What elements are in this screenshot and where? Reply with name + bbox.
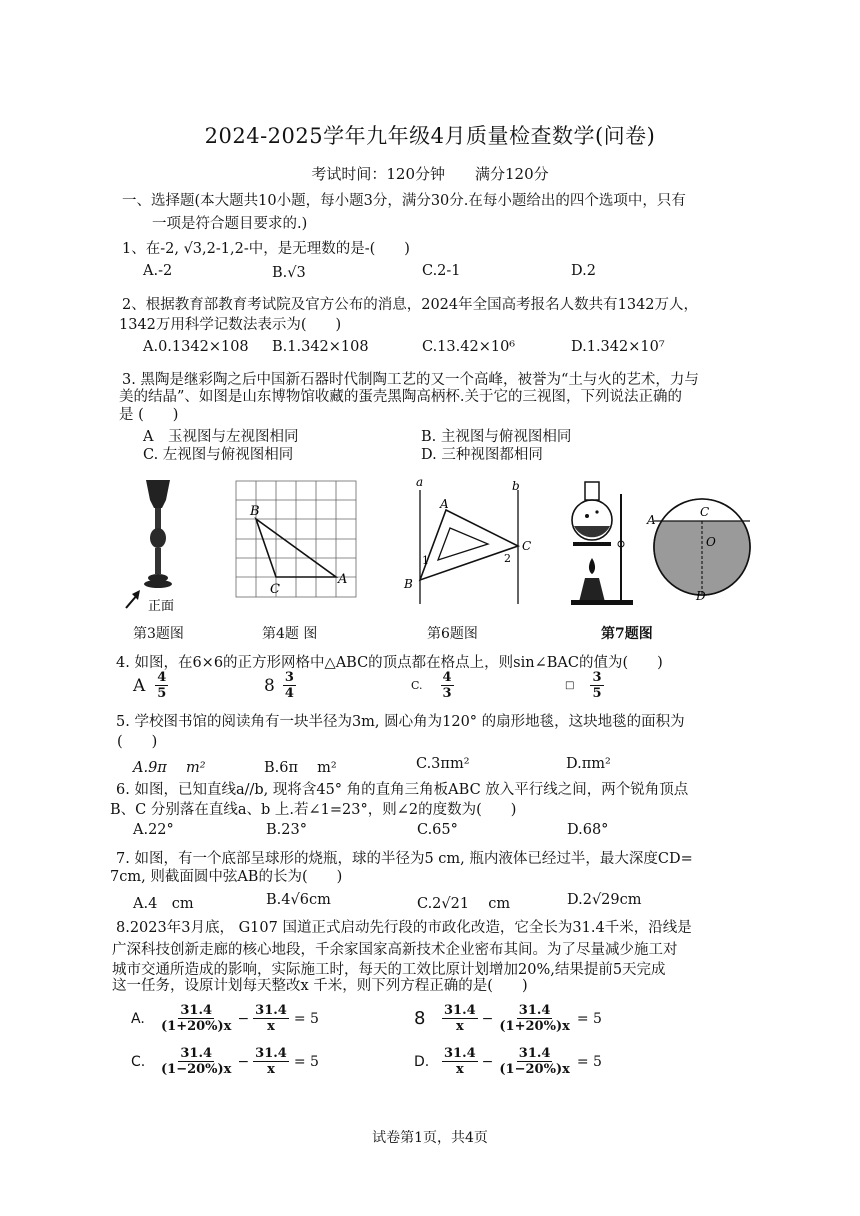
q1-option-d: D.2 [571, 263, 596, 279]
section-heading: 一、选择题(本大题共10小题，每小题3分，满分30分.在每小题给出的四个选项中，只有 [122, 193, 686, 209]
q6-stem-cont: B、C 分别落在直线a、b 上.若∠1=23°，则∠2的度数为( ) [110, 802, 517, 818]
fig4-caption: 第4题 图 [262, 626, 318, 642]
q6-option-b: B.23° [266, 822, 307, 838]
fig3-front-label: 正面 [148, 599, 175, 614]
q2-option-c: C.13.42×10⁶ [422, 339, 516, 355]
q2-option-b: B.1.342×108 [272, 339, 369, 355]
q8-option-b: 8 $\frac{31.4}{x}$ − $\frac{31.4}{(1+20\%)x}$ = 5 [414, 1003, 602, 1034]
fig6-point-a: A [440, 497, 449, 511]
q5-option-d: D.πm² [566, 756, 611, 772]
q8-option-c: C. $\frac{31.4}{(1-20\%)x}$ − $\frac{31.4}{x}$ = 5 [131, 1046, 319, 1077]
page-footer: 试卷第1页，共4页 [372, 1130, 488, 1146]
fig4-point-c: C [270, 582, 280, 597]
q8-option-d: D. $\frac{31.4}{x}$ − $\frac{31.4}{(1-20\%)x}$ = 5 [414, 1046, 602, 1077]
q6-option-c: C.65° [417, 822, 458, 838]
q3-stem-cont: 美的结晶”、如图是山东博物馆收藏的蛋壳黑陶高柄杯.关于它的三视图，下列说法正确的 [119, 389, 683, 405]
q7-option-d: D.2√29cm [567, 892, 642, 908]
fig6-line-b: b [512, 479, 520, 493]
q1-stem: 1、在-2, √3,2-1,2-中，是无理数的是-( ) [122, 241, 410, 257]
fig3-caption: 第3题图 [133, 626, 184, 642]
q8-stem-3: 城市交通所造成的影响，实际施工时，每天的工效比原计划增加20%,结果提前5天完成 [112, 962, 666, 978]
exam-info: 考试时间：120分钟 满分120分 [311, 165, 549, 183]
fig6-parallel-lines [400, 476, 540, 606]
fig6-angle-2: 2 [504, 552, 511, 565]
q2-option-a: A.0.1342×108 [143, 339, 249, 355]
q5-stem-cont: ( ) [117, 734, 158, 750]
fig4-point-a: A [338, 572, 348, 587]
q2-stem: 2、根据教育部教育考试院及官方公布的消息，2024年全国高考报名人数共有1342万人， [122, 297, 699, 313]
fig6-angle-1: 1 [422, 554, 429, 567]
q3-option-b: B. 主视图与俯视图相同 [421, 429, 572, 445]
section-heading-cont: 一项是符合题目要求的.) [152, 216, 308, 232]
q6-option-d: D.68° [567, 822, 609, 838]
q8-stem: 8.2023年3月底， G107 国道正式启动先行段的市政化改造，它全长为31.4千米，沿线是 [116, 920, 692, 936]
q5-option-b: B.6π m² [264, 760, 337, 776]
q3-stem: 3. 黑陶是继彩陶之后中国新石器时代制陶工艺的又一个高峰，被誉为“土与火的艺术，力与 [122, 372, 699, 388]
q6-stem: 6. 如图，已知直线a//b, 现将含45° 角的直角三角板ABC 放入平行线之间，两个锐角顶点 [116, 782, 689, 798]
q8-option-a: A. $\frac{31.4}{(1+20\%)x}$ − $\frac{31.4}{x}$ = 5 [131, 1003, 319, 1034]
q8-stem-2: 广深科技创新走廊的核心地段，千余家国家高新技术企业密布其间。为了尽量减少施工对 [112, 942, 678, 958]
q5-stem: 5. 学校图书馆的阅读角有一块半径为3m, 圆心角为120° 的扇形地毯，这块地毯的面积为 [116, 714, 685, 730]
q7-option-a: A.4 cm [133, 896, 194, 912]
fig4-grid-triangle [232, 477, 362, 602]
fig7-point-d: D [696, 589, 706, 602]
page-title: 2024-2025学年九年级4月质量检查数学(问卷) [204, 124, 656, 148]
fig6-line-a: a [416, 476, 424, 489]
q1-option-b: B.√3 [272, 265, 306, 281]
q7-option-b: B.4√6cm [266, 892, 331, 908]
fig4-point-b: B [250, 504, 260, 519]
q7-option-c: C.2√21 cm [417, 896, 511, 912]
q5-option-a: A.9π m² [133, 760, 206, 776]
fig6-point-b: B [404, 577, 413, 591]
q2-option-d: D.1.342×10⁷ [571, 339, 665, 355]
fig6-caption: 第6题图 [427, 626, 478, 642]
q3-option-c: C. 左视图与俯视图相同 [143, 447, 294, 463]
fig3-pottery-cup [118, 474, 198, 614]
q7-stem: 7. 如图，有一个底部呈球形的烧瓶，球的半径为5 cm, 瓶内液体已经过半，最大深度CD= [116, 851, 693, 867]
fig7-point-a: A [647, 513, 656, 527]
fig7-point-c: C [700, 505, 710, 519]
q1-option-c: C.2-1 [422, 263, 461, 279]
q4-stem: 4. 如图，在6×6的正方形网格中△ABC的顶点都在格点上，则sin∠BAC的值为( ) [116, 655, 663, 671]
q6-option-a: A.22° [133, 822, 174, 838]
q5-option-c: C.3πm² [416, 756, 470, 772]
fig6-point-c: C [522, 539, 532, 553]
q8-stem-4: 这一任务，设原计划每天整改x 千米，则下列方程正确的是( ) [112, 978, 528, 994]
q1-option-a: A.-2 [143, 263, 173, 279]
q3-stem-end: 是 ( ) [119, 407, 179, 423]
fig7-circle-section [644, 494, 756, 602]
q4-option-c: C. $\frac{4}{3}$ [411, 670, 452, 701]
q4-option-a: A $\frac{4}{5}$ [133, 670, 167, 701]
q4-option-d: □ $\frac{3}{5}$ [565, 670, 602, 701]
q7-stem-cont: 7cm, 则截面圆中弦AB的长为( ) [110, 869, 343, 885]
fig7-caption: 第7题图 [601, 626, 653, 642]
q4-option-b: 8 $\frac{3}{4}$ [264, 670, 294, 701]
q3-option-d: D. 三种视图都相同 [421, 447, 543, 463]
fig7-point-o: O [706, 535, 716, 549]
q3-option-a: A 玉视图与左视图相同 [143, 429, 299, 445]
q2-stem-cont: 1342万用科学记数法表示为( ) [119, 317, 342, 333]
fig7-flask-apparatus [565, 474, 645, 608]
